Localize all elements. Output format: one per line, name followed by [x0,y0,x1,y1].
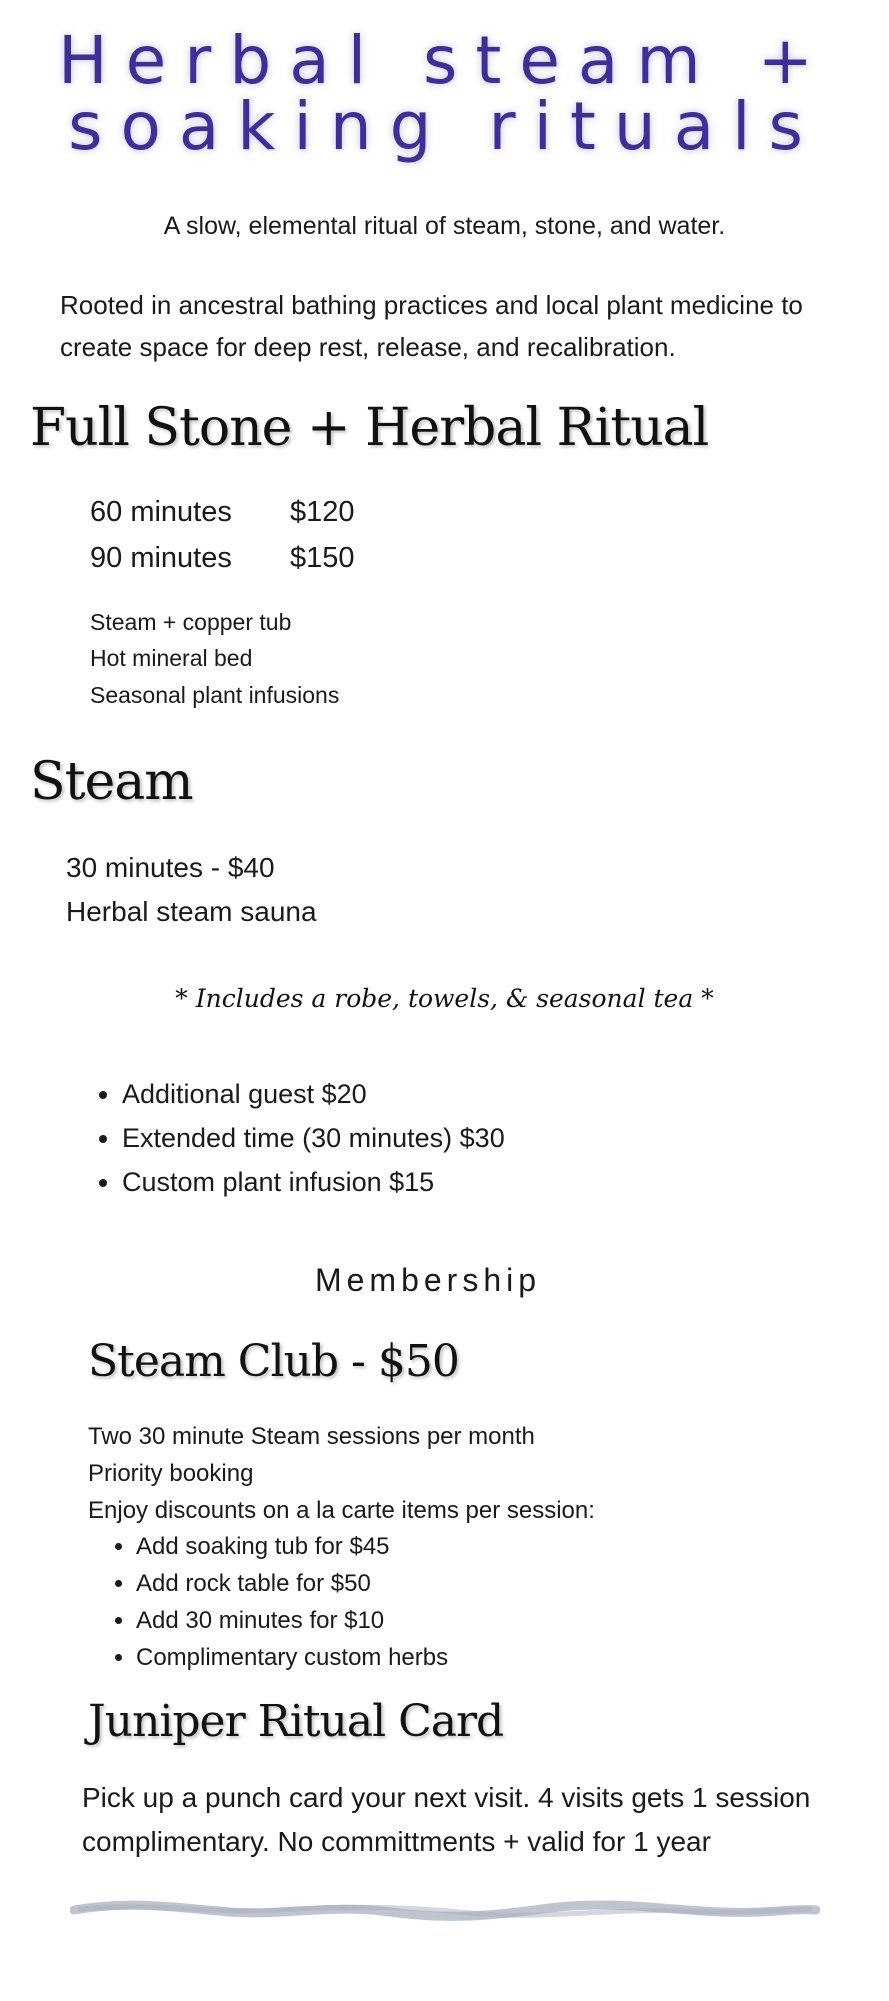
feature-plant-infusions: Seasonal plant infusions [90,682,340,708]
steam-heading: Steam [30,752,193,812]
steam-club-details [88,1418,595,1529]
full-ritual-heading: Full Stone + Herbal Ritual [30,398,709,458]
includes-note: * Includes a robe, towels, & seasonal tea * [175,984,714,1013]
steam-club-heading: Steam Club - $50 [88,1336,459,1387]
list-item: • Add 30 minutes for $10 [136,1602,448,1639]
intro-text: Rooted in ancestral bathing practices and local plant medicine to create space for deep rest, release, and recalibration. [60,290,803,362]
list-item: • Add rock table for $50 [136,1565,448,1602]
club-line: Priority booking [88,1460,254,1487]
club-line: Two 30 minute Steam sessions per month [88,1423,535,1450]
feature-steam-tub: Steam + copper tub [90,609,292,635]
addons-list [82,1072,505,1204]
tagline: A slow, elemental ritual of steam, stone, and water. [163,212,726,240]
steam-description: Herbal steam sauna [66,896,317,927]
price-amount: $150 [290,542,355,574]
feature-mineral-bed: Hot mineral bed [90,645,253,671]
list-item: • Extended time (30 minutes) $30 [122,1116,505,1160]
list-item: • Complimentary custom herbs [136,1639,448,1676]
list-item: • Custom plant infusion $15 [122,1160,505,1204]
price-amount: $120 [290,496,355,528]
title-line-1: Herbal steam + [58,22,831,99]
list-item: • Additional guest $20 [122,1072,505,1116]
watercolor-divider [70,1890,820,1930]
price-duration: 90 minutes [90,542,232,574]
membership-label: Membership [314,1262,542,1298]
steam-price: 30 minutes - $40 [66,852,275,883]
price-row-60 [90,496,355,529]
club-line: Enjoy discounts on a la carte items per session: [88,1497,595,1524]
club-discounts-list [96,1528,448,1676]
page-title [0,22,889,165]
list-item: • Add soaking tub for $45 [136,1528,448,1565]
ritual-card-text: Pick up a punch card your next visit. 4 visits gets 1 session complimentary. No committments + valid for 1 year [82,1782,811,1857]
title-line-2: soaking rituals [68,88,821,165]
ritual-card-heading: Juniper Ritual Card [88,1696,504,1747]
price-row-90 [90,542,355,575]
price-duration: 60 minutes [90,496,232,528]
